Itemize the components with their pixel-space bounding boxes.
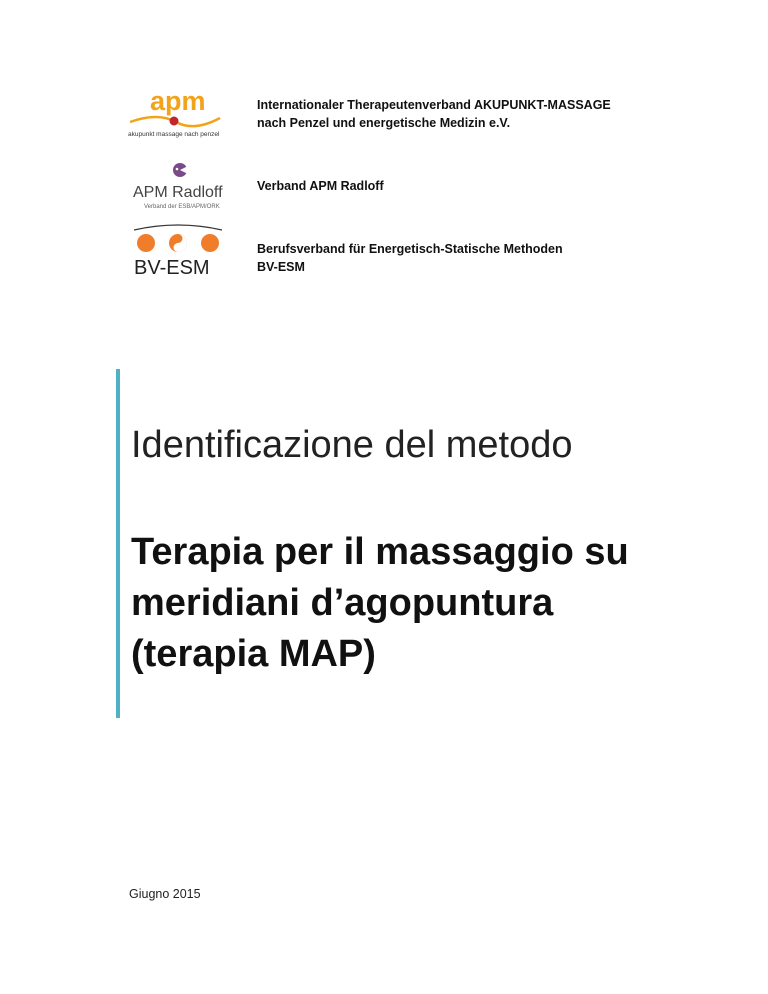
bvesm-logo xyxy=(128,222,228,278)
bvesm-arc-line xyxy=(134,225,222,230)
radloff-logo-text: APM Radloff xyxy=(133,184,223,201)
radloff-logo xyxy=(130,158,230,214)
bvesm-logo-graphic xyxy=(128,222,228,278)
org-bvesm-name-line1: Berufsverband für Energetisch-Statische Methoden xyxy=(257,242,563,256)
org-radloff-name xyxy=(257,177,384,195)
title-accent-bar xyxy=(116,369,120,718)
org-apm-name-line2: nach Penzel und energetische Medizin e.V. xyxy=(257,116,511,130)
document-date: Giugno 2015 xyxy=(129,887,201,901)
document-title: Identificazione del metodo xyxy=(131,424,573,466)
apm-logo-subtext: akupunkt massage nach penzel xyxy=(128,131,220,138)
radloff-logo-graphic xyxy=(130,158,230,214)
bvesm-left-circle xyxy=(137,234,155,252)
document-subtitle xyxy=(131,527,629,680)
org-bvesm-name xyxy=(257,240,563,276)
subtitle-line-3: (terapia MAP) xyxy=(131,633,376,675)
subtitle-line-2: meridiani d’agopuntura xyxy=(131,582,554,624)
org-bvesm-name-line2: BV-ESM xyxy=(257,260,305,274)
radloff-logo-subtext: Verband der ESB/APM/ORK xyxy=(144,204,220,210)
apm-logo-text: apm xyxy=(150,86,206,116)
bvesm-right-circle xyxy=(201,234,219,252)
radloff-pacman-eye xyxy=(176,168,179,171)
apm-red-dot xyxy=(170,117,179,126)
bvesm-logo-text: BV-ESM xyxy=(134,257,210,278)
org-apm-name-line1: Internationaler Therapeutenverband AKUPUNKT-MASSAGE xyxy=(257,98,611,112)
apm-logo-graphic xyxy=(128,84,223,146)
apm-logo xyxy=(128,84,223,146)
org-apm-name xyxy=(257,96,611,132)
org-radloff-name-line1: Verband APM Radloff xyxy=(257,179,384,193)
subtitle-line-1: Terapia per il massaggio su xyxy=(131,531,629,573)
